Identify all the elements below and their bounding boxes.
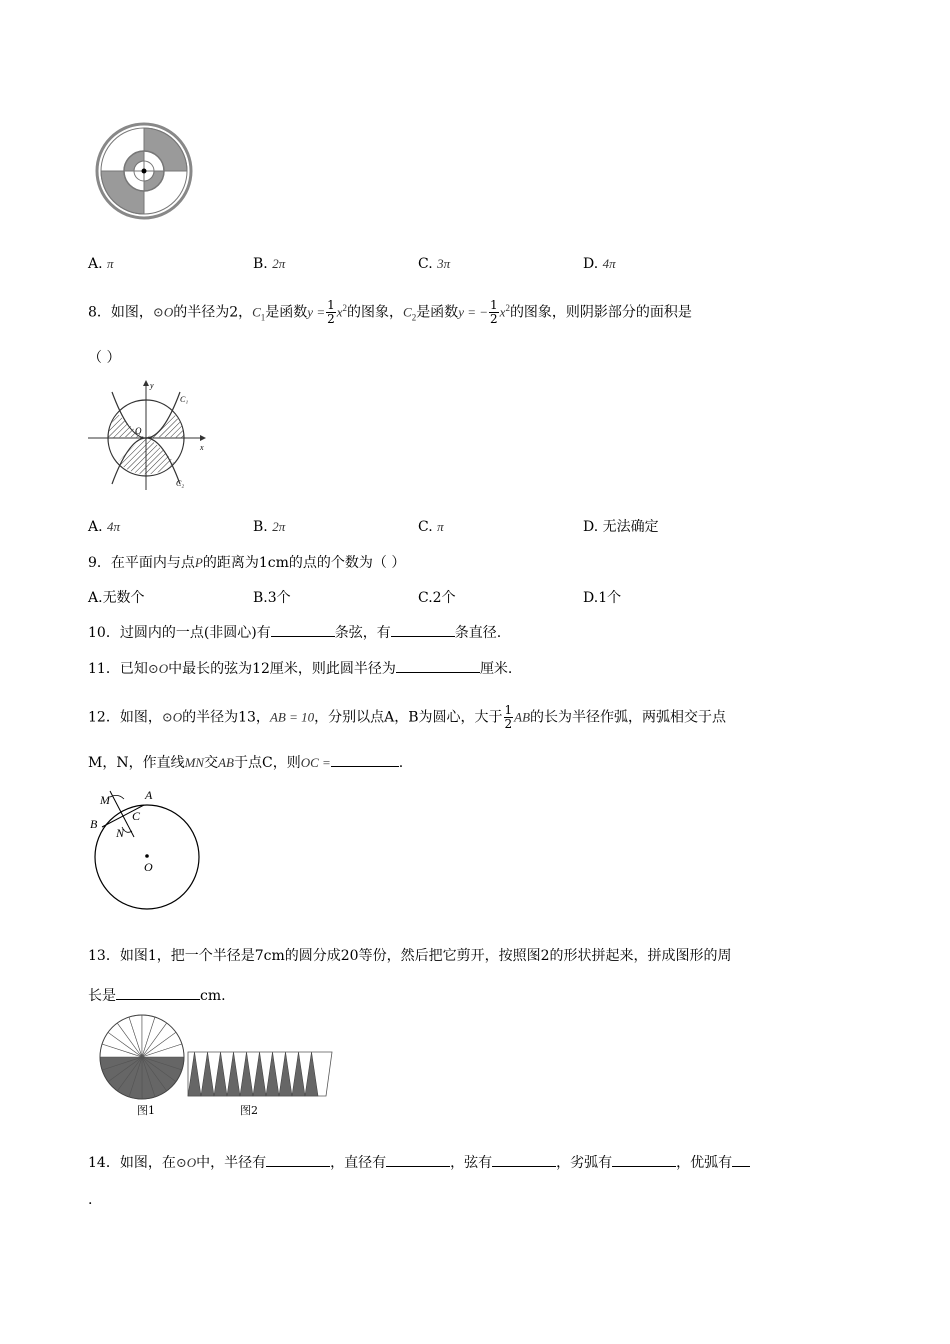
q12-stem-line1: 12．如图，⊙O的半径为13，AB = 10，分别以点A，B为圆心，大于 $\frac{1}{2}$ AB的长为半径作弧，两弧相交于点 — [88, 703, 727, 731]
q7-option-d: D. 4π — [583, 256, 616, 272]
q14-stem: 14．如图，在⊙O中，半径有 ，直径有 ，弦有 ，劣弧有 ，优弧有 — [88, 1152, 750, 1173]
q8-option-d: D. 无法确定 — [583, 519, 659, 535]
q12-stem-line2: M，N，作直线MN交AB于点C，则OC = . — [88, 752, 403, 773]
q9-stem: 9．在平面内与点P的距离为1cm的点的个数为（ ） — [88, 555, 406, 571]
q7-option-a: A. π — [88, 256, 114, 272]
q8-stem: 8．如图，⊙O的半径为2，$C_1$是函数y = $\frac{1}{2}$ $x^2$的图象，$C_2$是函数y = − $\frac{1}{2}$ $x^2$的图象，则阴影部分的面积是 — [88, 298, 692, 327]
q12-fraction: $\frac{1}{2}$ — [504, 703, 513, 731]
q8-fraction-1: $\frac{1}{2}$ — [327, 298, 335, 327]
q10-blank-2[interactable] — [391, 622, 455, 637]
q10-stem: 10．过圆内的一点(非圆心)有 条弦，有 条直径. — [88, 622, 501, 643]
q14-blank-major-arc[interactable] — [732, 1152, 750, 1167]
q8-paren: （ ） — [88, 350, 121, 366]
q14-period: . — [88, 1192, 93, 1208]
q13-stem-line1: 13．如图1，把一个半径是7cm的圆分成20等份，然后把它剪开，按照图2的形状拼起来，拼成图形的周 — [88, 948, 732, 964]
q8-fig-label-c2: C₂ — [176, 479, 185, 488]
q8-fig-label-y: y — [150, 381, 154, 390]
q13-figure-1 — [97, 1012, 187, 1102]
q13-figure-2-caption: 图2 — [240, 1104, 258, 1117]
q8-figure — [88, 378, 218, 493]
q8-fraction-2: $\frac{1}{2}$ — [490, 298, 498, 327]
q9-option-d: D.1个 — [583, 590, 622, 606]
q8-option-b: B. 2π — [253, 519, 286, 535]
q13-figure-2 — [184, 1050, 334, 1100]
q13-figure-1-caption: 图1 — [137, 1104, 155, 1117]
q12-figure — [88, 785, 208, 910]
q7-option-c: C. 3π — [418, 256, 451, 272]
q12-fig-label-m: M — [100, 793, 110, 807]
q8-fig-label-x: x — [200, 443, 204, 452]
q12-blank[interactable] — [331, 752, 399, 767]
q10-blank-1[interactable] — [271, 622, 335, 637]
q13-blank[interactable] — [116, 985, 200, 1000]
q12-fig-label-b: B — [90, 817, 98, 831]
q12-fig-label-n: N — [116, 826, 125, 840]
q11-blank[interactable] — [396, 658, 480, 673]
q14-blank-diameter[interactable] — [386, 1152, 450, 1167]
q13-stem-line2: 长是 cm. — [88, 985, 226, 1006]
q14-blank-radius[interactable] — [266, 1152, 330, 1167]
q14-blank-chord[interactable] — [492, 1152, 556, 1167]
q8-option-c: C. π — [418, 519, 444, 535]
q9-option-c: C.2个 — [418, 590, 456, 606]
q9-option-b: B.3个 — [253, 590, 291, 606]
q12-fig-label-o: O — [144, 860, 153, 874]
q7-option-b: B. 2π — [253, 256, 286, 272]
q12-fig-label-c: C — [132, 809, 141, 823]
q7-figure — [94, 120, 198, 224]
q14-blank-minor-arc[interactable] — [612, 1152, 676, 1167]
q11-stem: 11．已知⊙O中最长的弦为12厘米，则此圆半径为 厘米. — [88, 658, 512, 679]
q8-option-a: A. 4π — [88, 519, 121, 535]
q8-fig-label-o: O — [135, 426, 142, 436]
q9-option-a: A.无数个 — [88, 590, 145, 606]
q8-fig-label-c1: C₁ — [180, 395, 189, 404]
q12-fig-label-a: A — [145, 788, 153, 802]
